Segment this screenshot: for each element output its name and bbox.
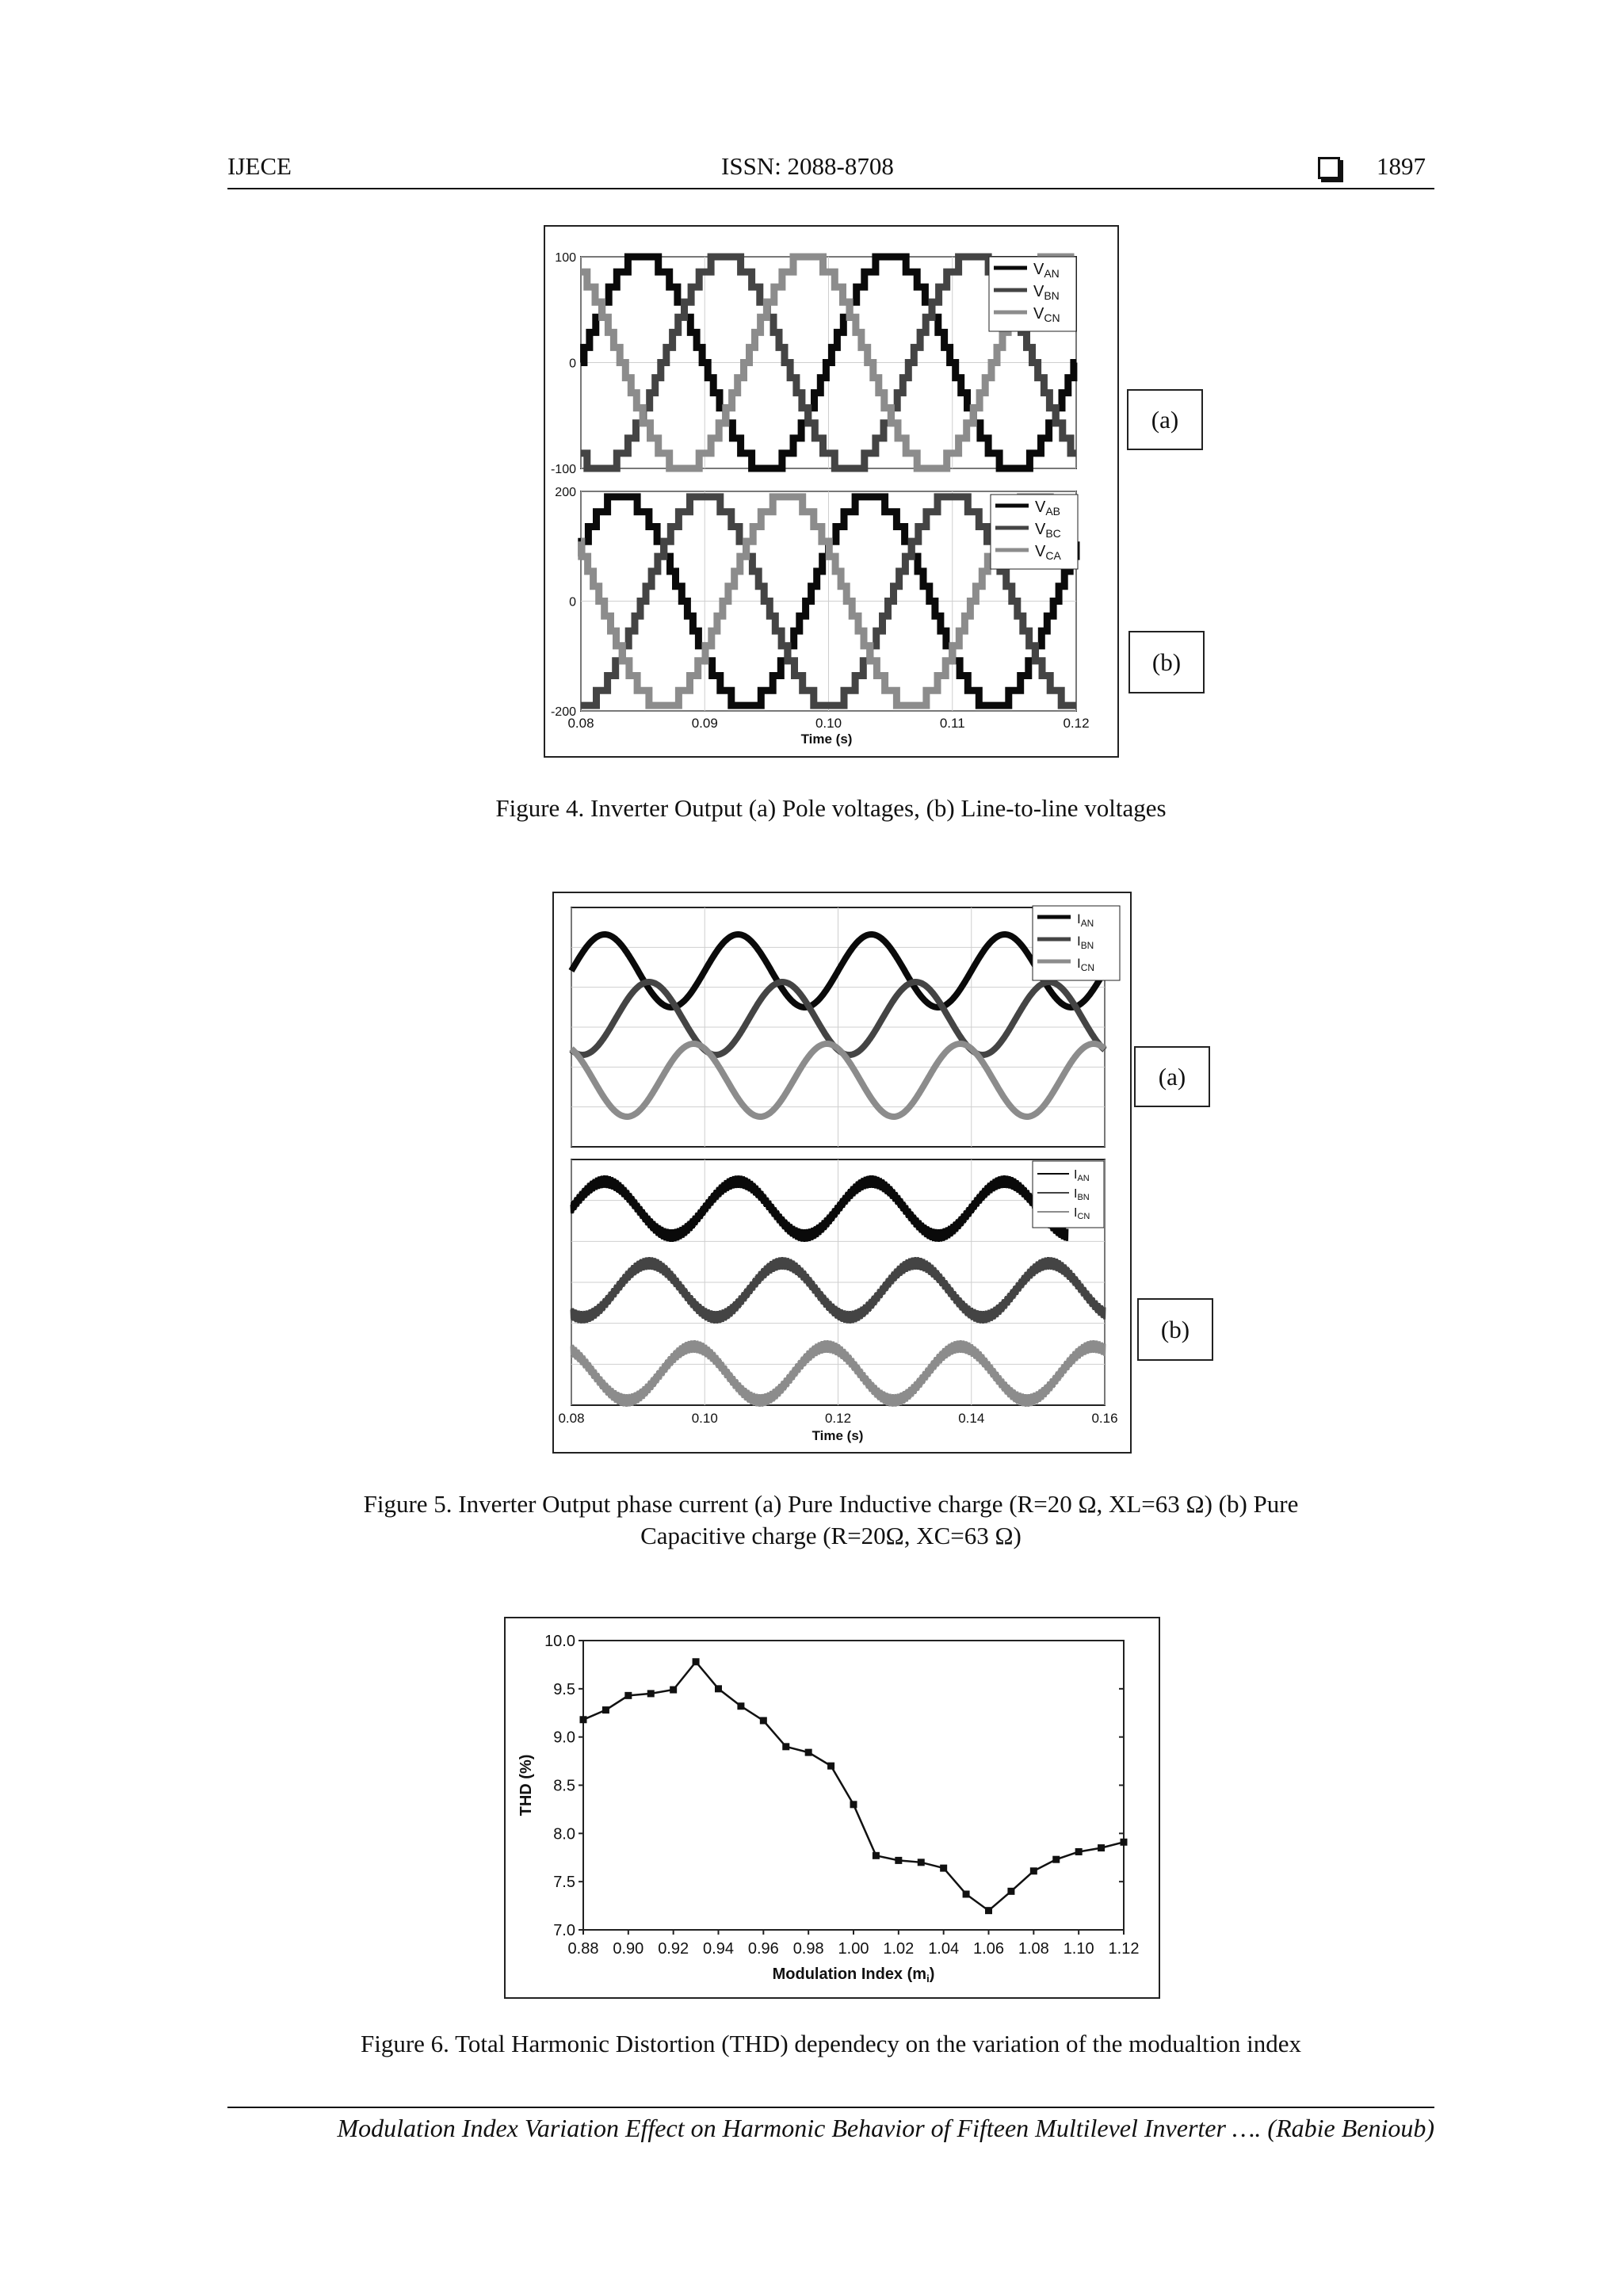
page-box-icon (1318, 157, 1340, 179)
figure-4-caption: Figure 4. Inverter Output (a) Pole voltages, (b) Line-to-line voltages (495, 794, 1167, 822)
chart-fig5b (554, 1153, 1130, 1450)
x-tick-label: 0.08 (567, 716, 594, 731)
y-tick-label: -200 (550, 705, 576, 719)
chart-fig4b (545, 485, 1117, 755)
data-point (693, 1658, 700, 1665)
data-point (895, 1857, 902, 1864)
data-point (850, 1801, 857, 1808)
chart-fig6 (506, 1618, 1159, 1997)
y-tick-label: 100 (555, 251, 576, 265)
x-tick-label: 0.98 (792, 1940, 824, 1958)
figure-4-label-a: (a) (1127, 389, 1203, 450)
data-point (1098, 1844, 1105, 1851)
figure-5-caption (227, 1488, 1434, 1552)
data-point (873, 1852, 880, 1859)
data-point (670, 1687, 677, 1694)
chart-fig5a (554, 893, 1130, 1155)
legend-label-bn: $V_{BN}$ (1033, 283, 1060, 302)
figure-5-label-b: (b) (1137, 1298, 1213, 1361)
data-point (1075, 1848, 1083, 1855)
y-tick-label: -100 (550, 463, 576, 476)
x-tick-label: 0.16 (1091, 1411, 1118, 1426)
legend-label-bn: IBN (1074, 1187, 1090, 1202)
x-tick-label: 0.08 (558, 1411, 585, 1426)
x-tick-label: 0.11 (939, 716, 965, 731)
y-tick-label: 9.0 (553, 1729, 575, 1747)
legend-label-ca: $V_{CA}$ (1035, 543, 1061, 562)
figure-5-caption-line-1: Figure 5. Inverter Output phase current (a) Pure Inductive charge (R=20 Ω, XL=63 Ω) (b) Pure (363, 1490, 1299, 1518)
y-tick-label: 9.5 (553, 1680, 575, 1698)
x-tick-label: 0.14 (958, 1411, 985, 1426)
x-tick-label: 1.12 (1108, 1940, 1140, 1958)
x-tick-label: 1.04 (928, 1940, 960, 1958)
data-point (602, 1706, 609, 1713)
y-tick-label: 10.0 (544, 1633, 575, 1650)
x-tick-label: 1.10 (1063, 1940, 1094, 1958)
x-tick-label: 0.10 (691, 1411, 718, 1426)
y-axis-label: THD (%) (517, 1754, 535, 1817)
data-point (918, 1859, 925, 1866)
data-point (1052, 1856, 1060, 1863)
x-axis-label: Modulation Index $(m_i)$ (772, 1966, 935, 1985)
data-point (1007, 1888, 1014, 1895)
figure-5-label-a: (a) (1134, 1046, 1210, 1107)
x-tick-label: 0.12 (824, 1411, 852, 1426)
x-tick-label: 1.02 (883, 1940, 915, 1958)
figure-5 (552, 892, 1132, 1454)
y-tick-label: 7.5 (553, 1874, 575, 1892)
data-point (580, 1716, 587, 1723)
x-tick-label: 0.12 (1063, 716, 1090, 731)
legend-label-bc: $V_{BC}$ (1035, 521, 1061, 540)
x-tick-label: 1.08 (1018, 1940, 1049, 1958)
y-tick-label: 8.0 (553, 1825, 575, 1843)
journal-name: IJECE (227, 152, 292, 180)
legend-label-cn: ICN (1074, 1206, 1090, 1221)
figure-6-caption: Figure 6. Total Harmonic Distortion (THD) dependecy on the variation of the modualtion index (360, 2030, 1302, 2057)
data-point (715, 1685, 722, 1692)
data-point (985, 1907, 992, 1914)
y-tick-label: 200 (555, 486, 576, 499)
data-point (940, 1865, 947, 1872)
x-tick-label: 0.94 (703, 1940, 734, 1958)
data-point (963, 1890, 970, 1897)
legend-label-an: $I_{AN}$ (1077, 911, 1094, 929)
data-point (782, 1743, 789, 1750)
legend-label-an: $V_{AN}$ (1033, 261, 1060, 280)
page-number: 1897 (1377, 152, 1426, 180)
x-axis-label: Time (s) (812, 1428, 864, 1443)
x-tick-label: 0.92 (658, 1940, 689, 1958)
legend-box (1033, 1161, 1104, 1228)
x-axis-label: Time (s) (800, 732, 853, 747)
data-point (624, 1692, 632, 1699)
legend-label-cn: $V_{CN}$ (1033, 305, 1060, 324)
x-tick-label: 0.88 (567, 1940, 599, 1958)
chart-fig4a (545, 227, 1117, 488)
legend-label-cn: $I_{CN}$ (1077, 956, 1094, 973)
x-tick-label: 1.00 (838, 1940, 869, 1958)
data-point (737, 1702, 744, 1710)
y-tick-label: 0 (569, 595, 576, 609)
x-tick-label: 0.90 (613, 1940, 644, 1958)
figure-6 (504, 1617, 1160, 1999)
figure-4-label-b: (b) (1128, 631, 1205, 693)
x-tick-label: 0.10 (815, 716, 842, 731)
x-tick-label: 1.06 (973, 1940, 1004, 1958)
data-point (1030, 1867, 1037, 1874)
footer-rule (227, 2107, 1434, 2108)
legend-label-ab: $V_{AB}$ (1035, 499, 1061, 518)
running-footer: Modulation Index Variation Effect on Harmonic Behavior of Fifteen Multilevel Inverter …. (Rabie Benioub) (337, 2114, 1434, 2142)
y-tick-label: 0 (569, 357, 576, 371)
header-rule (227, 188, 1434, 189)
data-point (1121, 1839, 1128, 1846)
figure-5-caption-line-2: Capacitive charge (R=20Ω, XC=63 Ω) (640, 1522, 1022, 1549)
data-point (805, 1749, 812, 1756)
data-point (760, 1717, 767, 1724)
plot-area (583, 1641, 1124, 1930)
y-tick-label: 8.5 (553, 1777, 575, 1795)
legend-label-bn: $I_{BN}$ (1077, 934, 1094, 951)
issn: ISSN: 2088-8708 (721, 152, 894, 180)
data-point (647, 1690, 655, 1697)
x-tick-label: 0.96 (747, 1940, 779, 1958)
figure-4 (544, 225, 1119, 758)
legend-label-an: IAN (1074, 1168, 1090, 1183)
x-tick-label: 0.09 (691, 716, 718, 731)
data-point (827, 1763, 834, 1770)
y-tick-label: 7.0 (553, 1922, 575, 1939)
